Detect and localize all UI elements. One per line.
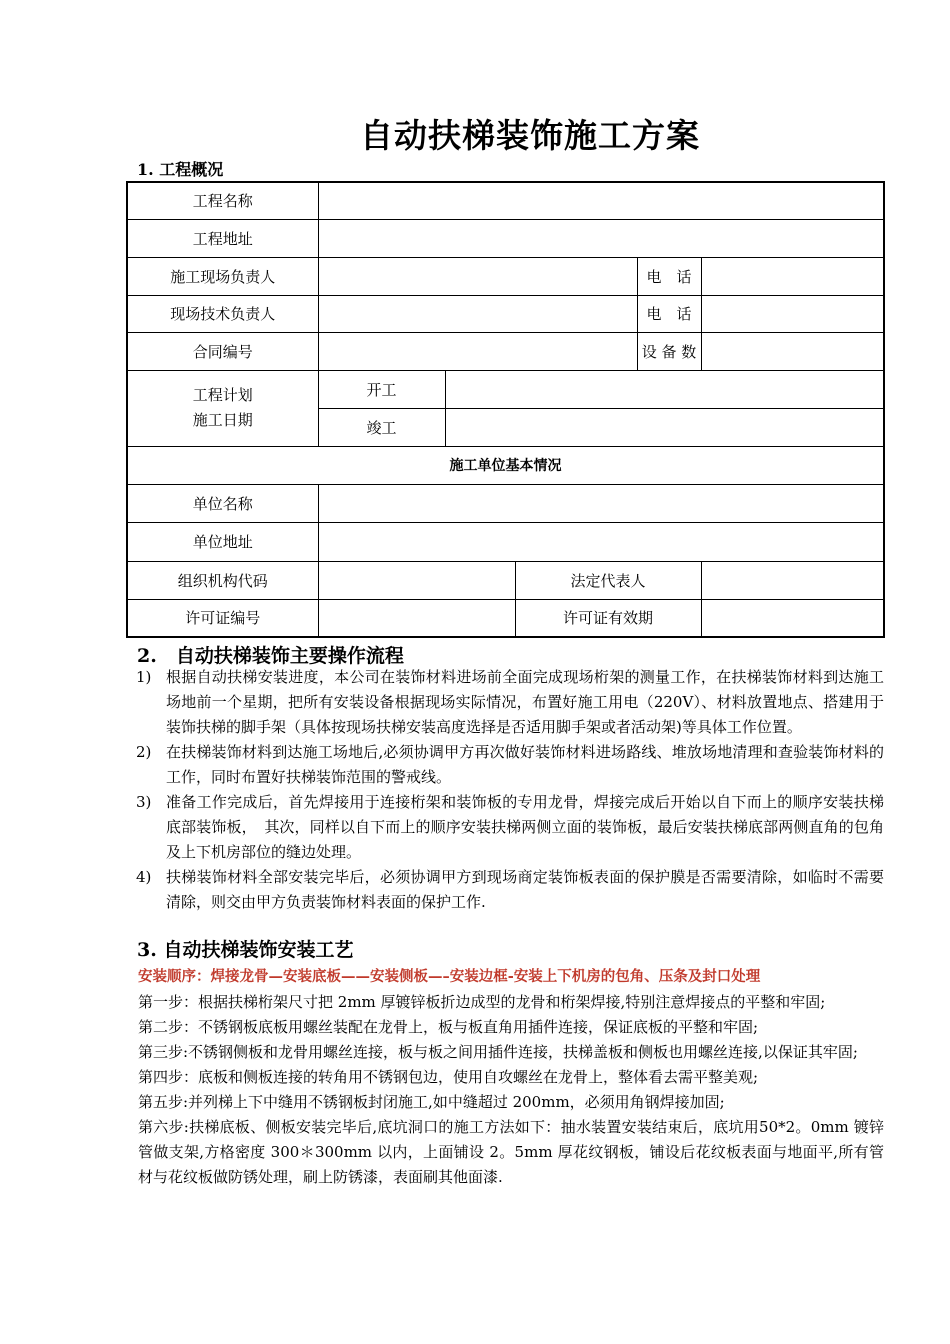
- list-item: 2) 在扶梯装饰材料到达施工场地后,必须协调甲方再次做好装饰材料进场路线、堆放场地清理和查验装饰材料的工作，同时布置好扶梯装饰范围的警戒线。: [136, 743, 884, 786]
- step-paragraph: 第三步:不锈钢侧板和龙骨用螺丝连接，板与板之间用插件连接，扶梯盖板和侧板也用螺丝连接,以保证其牢固;: [138, 1043, 858, 1061]
- value-finish[interactable]: [445, 408, 884, 446]
- value-contract-no[interactable]: [318, 332, 637, 370]
- label-start: 开工: [318, 370, 445, 408]
- value-unit-name[interactable]: [318, 484, 884, 522]
- section1-heading: 1. 工程概况: [137, 160, 224, 179]
- value-license-valid[interactable]: [701, 599, 884, 637]
- install-steps: [138, 990, 884, 1190]
- label-org-code: 组织机构代码: [127, 561, 318, 599]
- unit-info-heading: 施工单位基本情况: [127, 446, 884, 484]
- label-construction-plan: 工程计划 施工日期: [127, 370, 318, 446]
- label-finish: 竣工: [318, 408, 445, 446]
- step-paragraph: 第五步:并列梯上下中缝用不锈钢板封闭施工,如中缝超过 200mm，必须用角钢焊接加固;: [138, 1093, 725, 1111]
- section2-heading: 2. 自动扶梯装饰主要操作流程: [137, 645, 404, 667]
- label-legal-rep: 法定代表人: [515, 561, 701, 599]
- label-phone-1: 电 话: [637, 257, 701, 295]
- section3-heading: 3. 自动扶梯装饰安装工艺: [137, 939, 354, 961]
- step-paragraph: 第一步：根据扶梯桁架尺寸把 2mm 厚镀锌板折边成型的龙骨和桁架焊接,特别注意焊接点的平整和牢固;: [138, 993, 826, 1011]
- label-unit-address: 单位地址: [127, 522, 318, 561]
- label-contract-no: 合同编号: [127, 332, 318, 370]
- value-phone-1[interactable]: [701, 257, 884, 295]
- value-project-name[interactable]: [318, 182, 884, 219]
- value-project-address[interactable]: [318, 219, 884, 257]
- label-equipment-count: 设 备 数: [637, 332, 701, 370]
- label-project-address: 工程地址: [127, 219, 318, 257]
- value-unit-address[interactable]: [318, 522, 884, 561]
- value-tech-manager[interactable]: [318, 295, 637, 332]
- install-order: 安装顺序：焊接龙骨—安装底板——安装侧板—–安装边框-安装上下机房的包角、压条及封口处理: [138, 968, 761, 985]
- value-site-manager[interactable]: [318, 257, 637, 295]
- label-phone-2: 电 话: [637, 295, 701, 332]
- step-paragraph: 第四步：底板和侧板连接的转角用不锈钢包边，使用自攻螺丝在龙骨上，整体看去需平整美观;: [138, 1068, 759, 1086]
- label-unit-name: 单位名称: [127, 484, 318, 522]
- list-item: 1) 根据自动扶梯安装进度，本公司在装饰材料进场前全面完成现场桁架的测量工作，在扶梯装饰材料到达施工场地前一个星期，把所有安装设备根据现场实际情况，布置好施工用电（220V）、材料放置地点、搭建用于装饰扶梯的脚手架（具体按现场扶梯安装高度选择是否适用脚手架或者活动架)等具体工作位置。: [136, 668, 884, 736]
- list-item: 4) 扶梯装饰材料全部安装完毕后，必须协调甲方到现场商定装饰板表面的保护膜是否需要清除，如临时不需要清除，则交由甲方负责装饰材料表面的保护工作.: [136, 868, 884, 911]
- step-paragraph: 第六步:扶梯底板、侧板安装完毕后,底坑洞口的施工方法如下：抽水装置安装结束后，底坑用50*2。0mm 镀锌管做支架,方格密度 300＊300mm 以内，上面铺设 2。5mm 厚花纹钢板，铺设后花纹板表面与地面平,所有管材与花纹板做防锈处理，刷上防锈漆，表面刷其他面漆.: [138, 1118, 884, 1186]
- document-title: 自动扶梯装饰施工方案: [360, 116, 700, 155]
- value-start[interactable]: [445, 370, 884, 408]
- label-tech-manager: 现场技术负责人: [127, 295, 318, 332]
- label-license-no: 许可证编号: [127, 599, 318, 637]
- project-overview-table: [126, 181, 885, 638]
- value-legal-rep[interactable]: [701, 561, 884, 599]
- list-item: 3) 准备工作完成后，首先焊接用于连接桁架和装饰板的专用龙骨，焊接完成后开始以自下而上的顺序安装扶梯底部装饰板， 其次，同样以自下而上的顺序安装扶梯两侧立面的装饰板，最后安装扶梯底部两侧直角的包角及上下机房部位的缝边处理。: [136, 793, 884, 861]
- label-project-name: 工程名称: [127, 182, 318, 219]
- label-site-manager: 施工现场负责人: [127, 257, 318, 295]
- value-phone-2[interactable]: [701, 295, 884, 332]
- workflow-list: [136, 665, 884, 915]
- label-license-valid: 许可证有效期: [515, 599, 701, 637]
- value-org-code[interactable]: [318, 561, 515, 599]
- value-license-no[interactable]: [318, 599, 515, 637]
- step-paragraph: 第二步：不锈钢板底板用螺丝装配在龙骨上，板与板直角用插件连接，保证底板的平整和牢固;: [138, 1018, 759, 1036]
- value-equipment-count[interactable]: [701, 332, 884, 370]
